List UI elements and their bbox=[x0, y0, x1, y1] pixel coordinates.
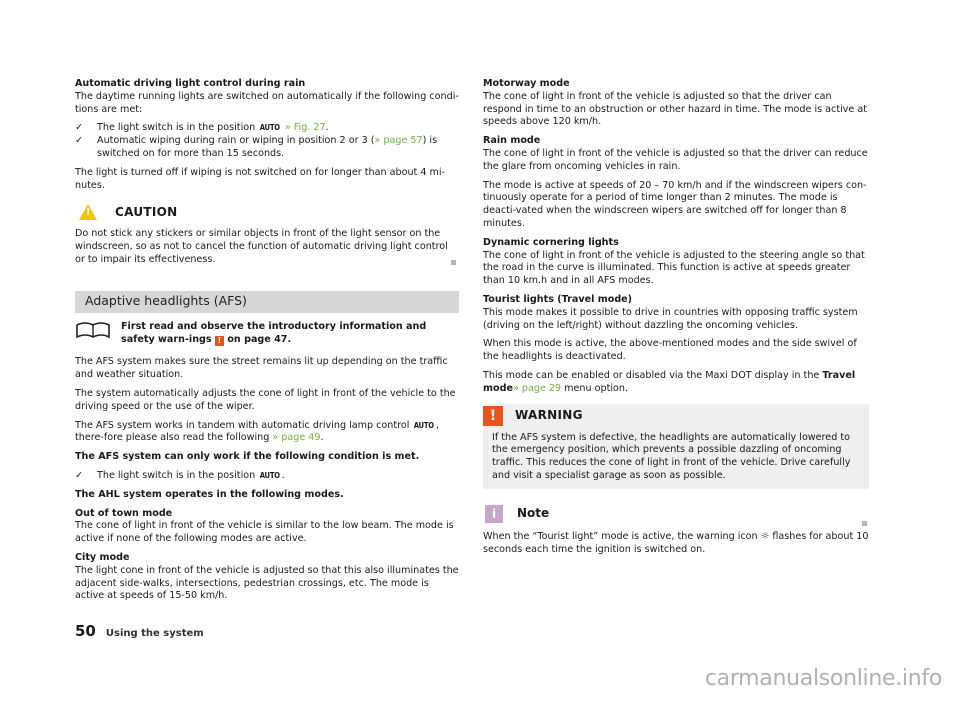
right-column bbox=[483, 78, 869, 562]
headlight-warning-icon: ☼ bbox=[760, 530, 770, 542]
tourist-title: Tourist lights (Travel mode) bbox=[483, 293, 633, 305]
check-icon: ✓ bbox=[75, 122, 84, 134]
rain-mode-text-2: The mode is active at speeds of 20 – 70 km/h and if the windscreen wipers con-tinuously operate for a period of time longer than 2 minutes. The mode is deacti-vated when the windscreen wipers are switched off for longer than 8 minutes. bbox=[483, 179, 867, 229]
end-of-section-mark bbox=[862, 521, 867, 526]
warning-icon: ! bbox=[483, 406, 503, 426]
rain-conditions-list bbox=[75, 122, 459, 160]
tourist-text: This mode makes it possible to drive in countries with opposing traffic system (driving on the left/right) without dazzling the oncoming vehicles. bbox=[483, 306, 858, 331]
caution-icon: ! bbox=[79, 204, 97, 220]
section-title: Adaptive headlights (AFS) bbox=[85, 293, 247, 309]
afs-paragraph-1: The AFS system makes sure the street remains lit up depending on the traffic and weather situation. bbox=[75, 356, 448, 381]
motorway-text: The cone of light in front of the vehicle is adjusted so that the driver can respond in time to an obstruction or other hazard in time. The mode is active at speeds above 120 km/h. bbox=[483, 90, 868, 128]
warning-box bbox=[483, 404, 869, 489]
page-57-link[interactable]: » page 57 bbox=[374, 135, 423, 147]
read-first-notice: First read and observe the introductory information and safety warn-ings ! on page 47. bbox=[75, 321, 459, 347]
rain-off-text: The light is turned off if wiping is not switched on for longer than about 4 mi-nutes. bbox=[75, 166, 445, 191]
note-text: When the “Tourist light” mode is active, the warning icon ☼ flashes for about 10 seconds each time the ignition is switched on. bbox=[483, 530, 869, 555]
cornering-title: Dynamic cornering lights bbox=[483, 236, 619, 248]
cornering-text: The cone of light in front of the vehicle is adjusted to the steering angle so that the road in the curve is illuminated. This function is active at speeds greater than 10 km.h and in all AFS modes. bbox=[483, 249, 865, 287]
warning-text: If the AFS system is defective, the headlights are automatically lowered to the emergency position, which prevents a possible dazzling of oncoming traffic. This reduces the cone of light in front of the vehicle. Drive carefully and visit a specialist garage as soon as possible. bbox=[492, 431, 851, 481]
afs-paragraph-3: The AFS system works in tandem with automatic driving lamp control AUTO , there-fore please also read the following » page 49. bbox=[75, 419, 439, 444]
page-number: 50 bbox=[75, 622, 96, 640]
rain-mode-text: The cone of light in front of the vehicle is adjusted so that the driver can reduce the glare from oncoming vehicles in rain. bbox=[483, 147, 868, 172]
rain-heading: Automatic driving light control during rain bbox=[75, 78, 306, 89]
open-book-icon bbox=[75, 321, 111, 339]
modes-heading: The AHL system operates in the following modes. bbox=[75, 488, 344, 500]
warning-title: WARNING bbox=[515, 408, 583, 423]
tourist-text-2: When this mode is active, the above-mentioned modes and the side swivel of the headlights is deactivated. bbox=[483, 338, 857, 363]
watermark: carmanualsonline.info bbox=[704, 666, 942, 691]
auto-switch-icon: AUTO bbox=[414, 420, 435, 430]
section-title-bar bbox=[75, 291, 459, 313]
note-header bbox=[483, 505, 869, 523]
afs-conditions-list bbox=[75, 470, 459, 483]
list-item: ✓ The light switch is in the position AUTO . bbox=[75, 469, 285, 481]
list-item: ✓ The light switch is in the position AUTO » Fig. 27. bbox=[75, 122, 329, 134]
afs-paragraph-2: The system automatically adjusts the cone of light in front of the vehicle to the driving speed or the use of the wiper. bbox=[75, 387, 456, 412]
caution-text: Do not stick any stickers or similar objects in front of the light sensor on the windscreen, so as not to cancel the function of automatic driving light control or to impair its effectiveness. bbox=[75, 228, 448, 265]
page-29-link[interactable]: » page 29 bbox=[512, 382, 562, 394]
note-icon: i bbox=[485, 505, 503, 523]
warning-header bbox=[483, 404, 869, 428]
caution-title: CAUTION bbox=[115, 204, 178, 219]
section-label: Using the system bbox=[105, 628, 204, 639]
auto-switch-icon: AUTO bbox=[260, 470, 280, 480]
page-footer bbox=[75, 622, 204, 641]
check-icon: ✓ bbox=[75, 135, 84, 147]
page-49-link[interactable]: » page 49 bbox=[272, 432, 321, 444]
out-of-town-text: The cone of light in front of the vehicle is similar to the low beam. The mode is active if none of the following modes are active. bbox=[75, 520, 454, 545]
motorway-title: Motorway mode bbox=[483, 78, 570, 89]
list-item: ✓ Automatic wiping during rain or wiping in position 2 or 3 (» page 57) is switched on for more than 15 seconds. bbox=[75, 135, 438, 159]
read-first-text: First read and observe the introductory information and safety warn-ings bbox=[121, 320, 427, 345]
travel-mode-menu-label: Travel mode bbox=[483, 369, 856, 394]
city-mode-text: The light cone in front of the vehicle is adjusted so that this also illuminates the adjacent side-walks, intersections, pedestrian crossings, etc. The mode is active at speeds of 15-50 km/h. bbox=[75, 564, 459, 602]
left-column bbox=[75, 78, 459, 609]
auto-switch-icon: AUTO bbox=[260, 123, 280, 133]
condition-heading: The AFS system can only work if the following condition is met. bbox=[75, 451, 420, 463]
fig-27-link[interactable]: » Fig. 27 bbox=[284, 122, 326, 134]
city-mode-title: City mode bbox=[75, 551, 130, 563]
warning-icon: ! bbox=[215, 336, 224, 346]
check-icon: ✓ bbox=[75, 469, 84, 481]
note-title: Note bbox=[517, 506, 550, 521]
out-of-town-title: Out of town mode bbox=[75, 507, 173, 519]
end-of-section-mark bbox=[451, 260, 456, 265]
tourist-text-3: This mode can be enabled or disabled via the Maxi DOT display in the Travel mode» page 29 menu option. bbox=[483, 369, 856, 394]
rain-mode-title: Rain mode bbox=[483, 135, 541, 147]
caution-header bbox=[75, 204, 459, 220]
rain-intro: The daytime running lights are switched on automatically if the following condi-tions are met: bbox=[75, 90, 459, 115]
